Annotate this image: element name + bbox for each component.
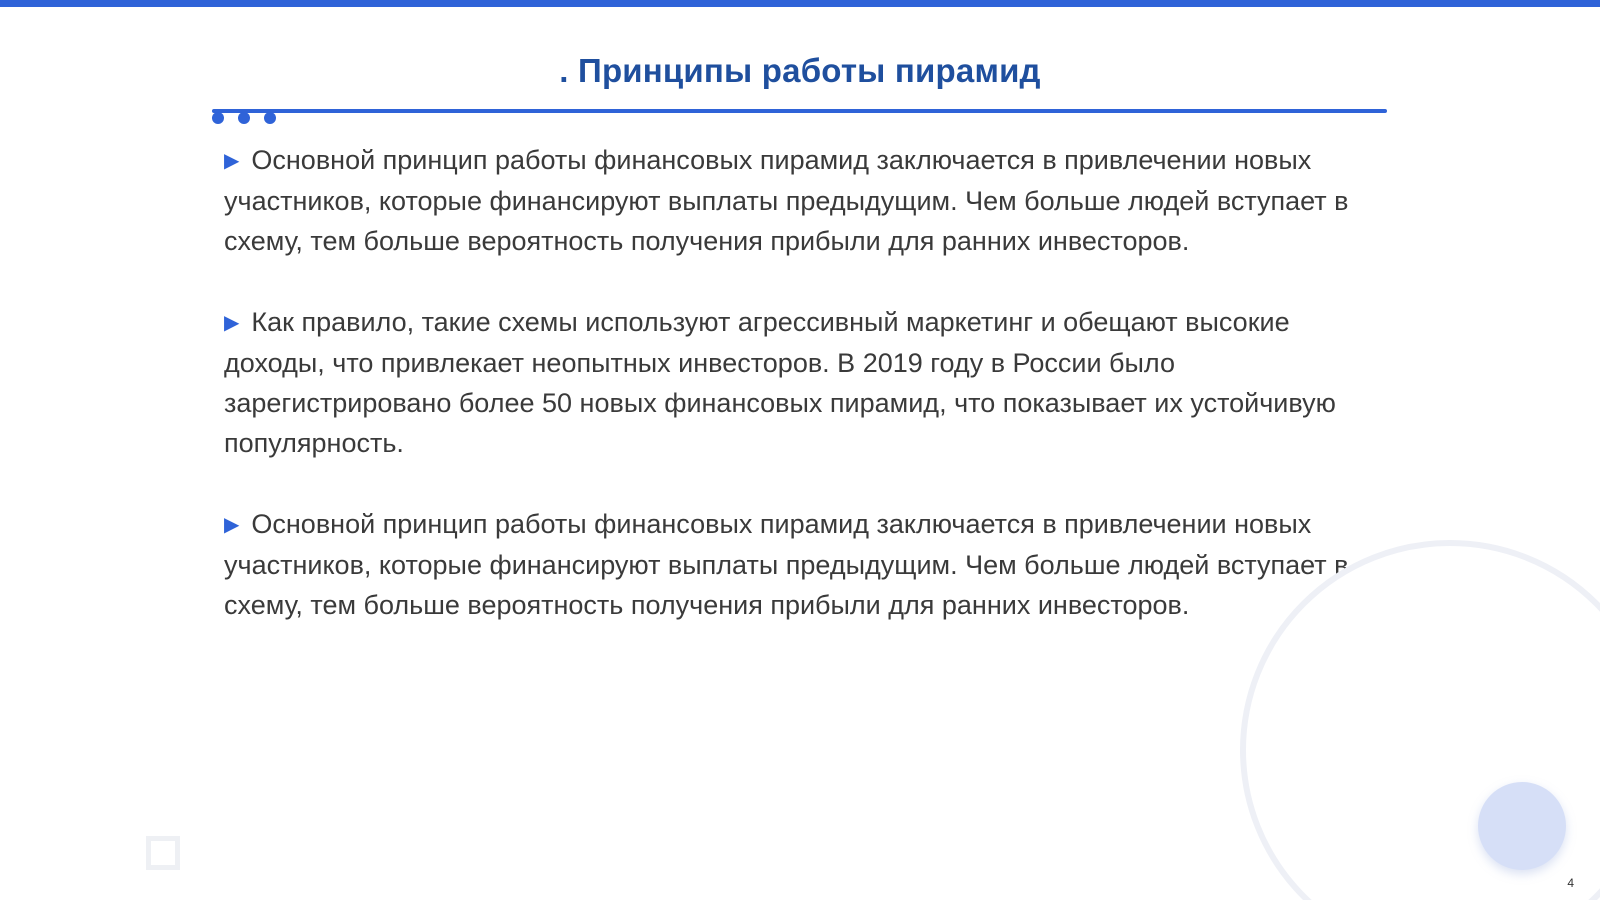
paragraph-text: Основной принцип работы финансовых пирамид заключается в привлечении новых участников, которые финансируют выплаты предыдущим. Чем больше людей вступает в схему, тем больше вероятность получения прибыли для ранних инвесторов. <box>224 145 1349 256</box>
decorative-square <box>146 836 180 870</box>
paragraph <box>224 140 1384 261</box>
rule-dot <box>238 112 250 124</box>
top-accent-bar <box>0 0 1600 7</box>
paragraph <box>224 302 1384 463</box>
page-number: 4 <box>1567 876 1574 890</box>
paragraph <box>224 504 1384 625</box>
triangle-bullet-icon: ▶ <box>224 312 240 334</box>
paragraph-text: Как правило, такие схемы используют агрессивный маркетинг и обещают высокие доходы, что привлекает неопытных инвесторов. В 2019 году в России было зарегистрировано более 50 новых финансовых пирамид, что показывает их устойчивую популярность. <box>224 307 1336 458</box>
rule-dot <box>264 112 276 124</box>
triangle-bullet-icon: ▶ <box>224 150 240 172</box>
title-underline <box>212 109 1387 113</box>
rule-dot <box>212 112 224 124</box>
content-body <box>224 140 1384 666</box>
paragraph-text: Основной принцип работы финансовых пирамид заключается в привлечении новых участников, которые финансируют выплаты предыдущим. Чем больше людей вступает в схему, тем больше вероятность получения прибыли для ранних инвесторов. <box>224 509 1349 620</box>
slide-title: . Принципы работы пирамид <box>559 52 1041 89</box>
decorative-circle <box>1478 782 1566 870</box>
triangle-bullet-icon: ▶ <box>224 514 240 536</box>
